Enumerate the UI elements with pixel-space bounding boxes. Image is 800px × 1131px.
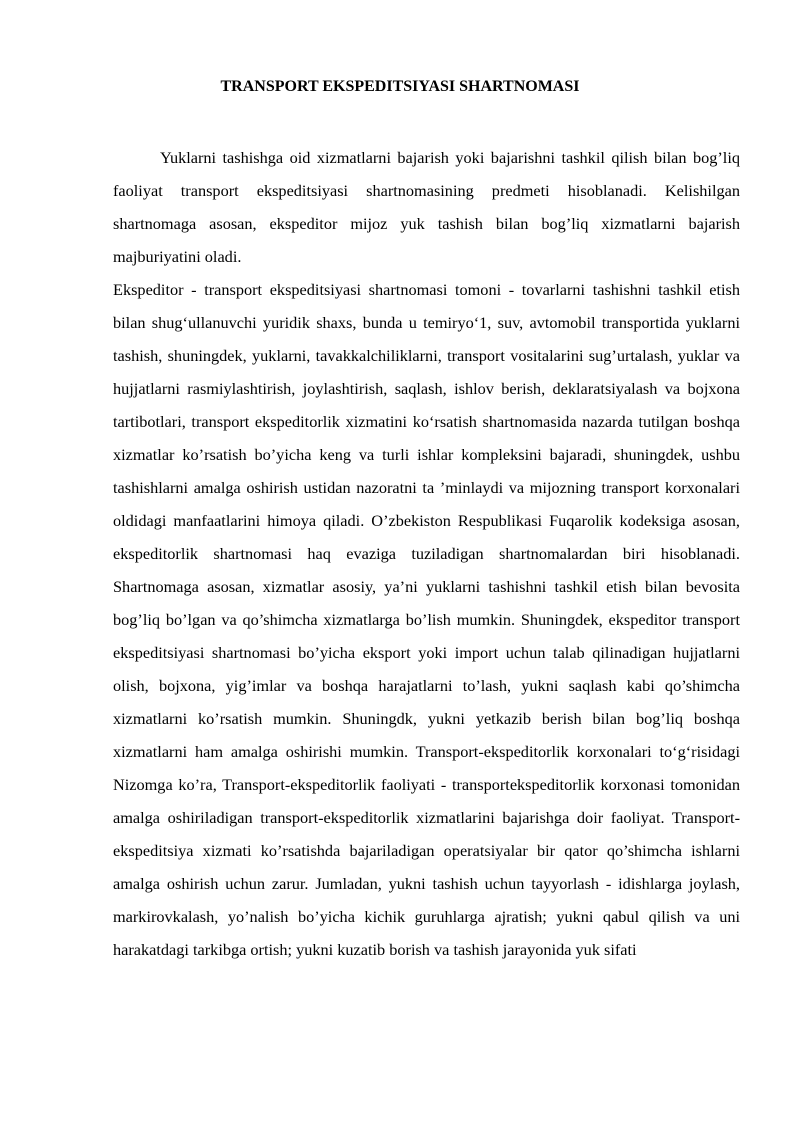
paragraph-intro: Yuklarni tashishga oid xizmatlarni bajarish yoki bajarishni tashkil qilish bilan bog’liq faoliyat transport ekspeditsiyasi shartnomasining predmeti hisoblanadi. Kelishilgan shartnomaga asosan, ekspeditor mijoz yuk tashish bilan bog’liq xizmatlarni bajarish majburiyatini oladi.: [113, 148, 740, 266]
paragraph-ekspeditor: Ekspeditor - transport ekspeditsiyasi shartnomasi tomoni - tovarlarni tashishni tashkil etish bilan shug‘ullanuvchi yuridik shaxs, bunda u temiryo‘1, suv, avtomobil transportida yuklarni tashish, shuningdek, yuklarni, tavakkalchiliklarni, transport vositalarini sug’urtalash, yuklar va hujjatlarni rasmiylashtirish, joylashtirish, saqlash, ishlov berish, deklaratsiyalash va bojxona tartibotlari, transport ekspeditorlik xizmatini ko‘rsatish shartnomasida nazarda tutilgan boshqa xizmatlar ko’rsatish bo’yicha keng va turli ishlar kompleksini bajaradi, shuningdek, ushbu tashishlarni amalga oshirish ustidan nazoratni ta ’minlaydi va mijozning transport korxonalari oldidagi manfaatlarini himoya qiladi. O’zbekiston Respublikasi Fuqarolik kodeksiga asosan, ekspeditorlik shartnomasi haq evaziga tuziladigan shartnomalardan biri hisoblanadi. Shartnomaga asosan, xizmatlar asosiy, ya’ni yuklarni tashishni tashkil etish bilan bevosita bog’liq bo’lgan va qo’shimcha xizmatlarga bo’lish mumkin. Shuningdek, ekspeditor transport ekspeditsiyasi shartnomasi bo’yicha eksport yoki import uchun talab qilinadigan hujjatlarni olish, bojxona, yig’imlar va boshqa harajatlarni to’lash, yukni saqlash kabi qo’shimcha xizmatlarni ko’rsatish mumkin. Shuningdk, yukni yetkazib berish bilan bog’liq boshqa xizmatlarni ham amalga oshirishi mumkin. Transport-ekspeditorlik korxonalari to‘g‘risidagi Nizomga ko’ra, Transport-ekspeditorlik faoliyati - transportekspeditorlik korxonasi tomonidan amalga oshiriladigan transport-ekspeditorlik xizmatlarini bajarishga doir faoliyat. Transport-ekspeditsiya xizmati ko’rsatishda bajariladigan operatsiyalar bir qator qo’shimcha ishlarni amalga oshirish uchun zarur. Jumladan, yukni tashish uchun tayyorlash - idishlarga joylash, markirovkalash, yo’nalish bo’yicha kichik guruhlarga ajratish; yukni qabul qilish va uni harakatdagi tarkibga ortish; yukni kuzatib borish va tashish jarayonida yuk sifati: [113, 280, 740, 959]
document-title: TRANSPORT EKSPEDITSIYASI SHARTNOMASI: [220, 78, 580, 95]
document-body: [113, 141, 740, 966]
